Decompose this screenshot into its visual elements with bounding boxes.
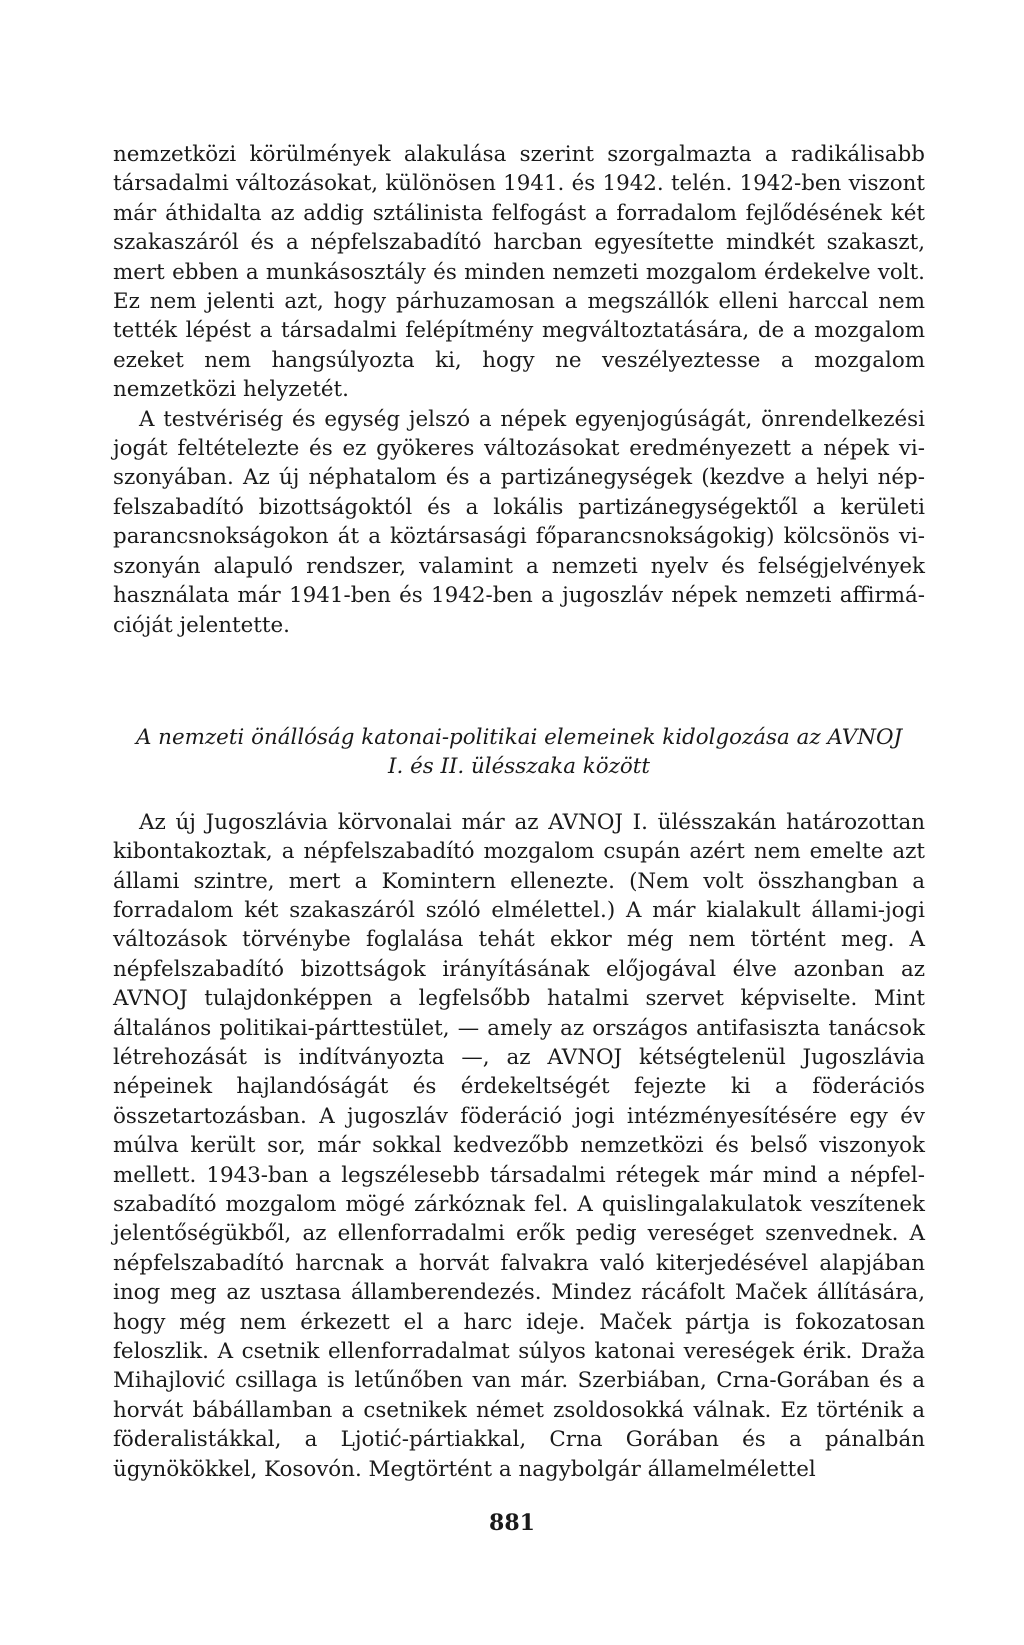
- paragraph-3: Az új Jugoszlávia körvonalai már az AVNOJ I. ülésszakán határozottan kibontakoztak, a népfelszabadító mozgalom csupán azért nem emelte azt állami szintre, mert a Komintern ellenezte. (Nem volt összhangban a forradalom két szakaszáról szóló elmélettel.) A már kialakult állami-jogi változások törvénybe foglalása tehát ekkor még nem történt meg. A népfelszabadító bizottságok irányításának előjogával élve azonban az AVNOJ tulajdonképpen a legfelsőbb hatalmi szervet képviselte. Mint általános politikai-párttestület, — amely az országos antifasiszta tanácsok létrehozását is indítványozta —, az AVNOJ kétségtelenül Jugoszlávia népeinek hajlandóságát és érdekeltségét fejezte ki a föderációs összetartozásban. A jugoszláv föderáció jogi intézményesítésére egy év múlva került sor, már sokkal kedvezőbb nemzetközi és belső viszonyok mellett. 1943-ban a legszélesebb társadalmi rétegek már mind a népfelszabadító mozgalom mögé zárkóznak fel. A quislingalakulatok veszítenek jelentőségükből, az ellenforradalmi erők pedig vereséget szenvednek. A népfelszabadító harcnak a horvát falvakra való kiterjedésével alapjában inog meg az usztasa államberendezés. Mindez rácáfolt Maček állítására, hogy még nem érkezett el a harc ideje. Maček pártja is fokozatosan feloszlik. A csetnik ellenforradalmat súlyos katonai vereségek érik. Draža Mihajlović csillaga is letűnőben van már. Szerbiában, Crna-Gorában és a horvát bábállamban a csetnikek német zsoldosokká válnak. Ez történik a föderalistákkal, a Ljotić-pártiakkal, Crna Gorában és a pánalbán ügynökökkel, Kosovón. Megtörtént a nagybolgár államelmélettel: [113, 809, 925, 1482]
- page-body: [113, 140, 925, 1484]
- section-heading-line-1: A nemzeti önállóság katonai-politikai elemeinek kidolgozása az AVNOJ: [135, 724, 903, 750]
- section-heading-line-2: I. és II. ülésszaka között: [388, 754, 650, 780]
- paragraph-1: nemzetközi körülmények alakulása szerint szorgalmazta a radikálisabb társadalmi változásokat, különösen 1941. és 1942. telén. 1942-ben viszont már áthidalta az addig sztálinista felfogást a forradalom fejlődésének két szakaszáról és a népfelszabadító harcban egyesítette mindkét szakaszt, mert ebben a munkásosztály és minden nemzeti mozgalom érdekelve volt. Ez nem jelenti azt, hogy párhuzamosan a megszállók elleni harccal nem tették lépést a társadalmi felépítmény megváltoztatására, de a mozgalom ezeket nem hangsúlyozta ki, hogy ne veszélyeztesse a mozgalom nemzetközi helyzetét.: [113, 142, 925, 403]
- section-heading: [113, 723, 925, 782]
- page-number: 881: [489, 1510, 535, 1536]
- paragraph-2: A testvériség és egység jelszó a népek egyenjogúságát, önrendelkezési jogát feltételezte és ez gyökeres változásokat eredményezett a népek viszonyában. Az új néphatalom és a partizánegységek (kezdve a helyi népfelszabadító bizottságoktól és a lokális partizánegységektől a kerületi parancsnokságokon át a köztársasági főparancsnokságokig) kölcsönös viszonyán alapuló rendszer, valamint a nemzeti nyelv és felségjelvények használata már 1941-ben és 1942-ben a jugoszláv népek nemzeti affirmációját jelentette.: [113, 406, 925, 638]
